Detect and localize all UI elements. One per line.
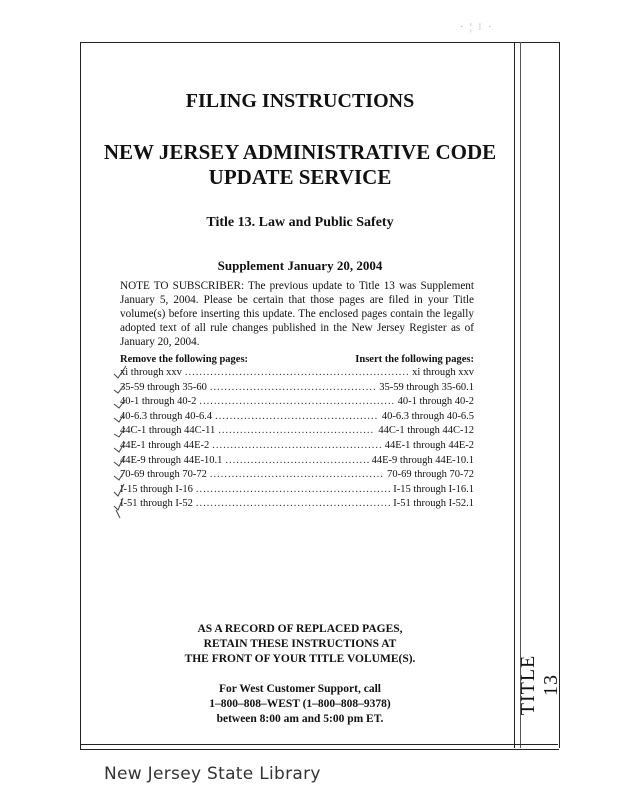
leader-dots — [210, 469, 384, 480]
insert-pages: 44E-9 through 44E-10.1 — [371, 454, 474, 466]
leader-dots — [185, 367, 409, 378]
code-title — [90, 140, 510, 190]
retain-notice — [120, 622, 480, 667]
table-row — [120, 498, 474, 513]
insert-pages: I-15 through I-16.1 — [393, 483, 474, 495]
table-row — [120, 367, 474, 382]
remove-pages: 44C-1 through 44C-11 — [120, 425, 216, 437]
insert-pages: 35-59 through 35-60.1 — [379, 381, 474, 393]
insert-pages: 44E-1 through 44E-2 — [384, 439, 474, 451]
remove-pages: 44E-9 through 44E-10.1 — [120, 454, 223, 466]
insert-pages: 70-69 through 70-72 — [387, 469, 474, 481]
table-row — [120, 411, 474, 426]
support-phone: 1–800–808–WEST (1–800–808–9378) — [209, 698, 391, 710]
leader-dots — [225, 455, 368, 466]
title-tab-label: TITLE 13 — [517, 654, 562, 716]
support-hours: between 8:00 am and 5:00 pm ET. — [216, 713, 384, 725]
note-to-subscriber: NOTE TO SUBSCRIBER: The previous update to Title 13 was Supplement January 5, 2004. Please be certain that those pages are filed in your Title volume(s) before inserting this update. The enclosed pages contain the legally adopted text of all rule changes published in the New Jersey Register as of January 20, 2004. — [120, 280, 474, 348]
leader-dots — [215, 411, 379, 422]
insert-pages: I-51 through I-52.1 — [393, 498, 474, 510]
remove-pages: xi through xxv — [120, 367, 182, 378]
insert-pages: 44C-1 through 44C-12 — [378, 425, 474, 437]
remove-pages: I-51 through I-52 — [120, 498, 193, 510]
library-stamp: New Jersey State Library — [104, 764, 321, 784]
retain-line2: RETAIN THESE INSTRUCTIONS AT — [203, 638, 397, 650]
remove-pages: 40-1 through 40-2 — [120, 396, 197, 408]
scan-artifact: · ¦ ⁝ · — [460, 22, 494, 33]
leader-dots — [196, 484, 390, 495]
table-row — [120, 425, 474, 440]
bottom-rule — [80, 744, 558, 745]
insert-pages: 40-6.3 through 40-6.5 — [381, 410, 474, 422]
leader-dots — [210, 382, 376, 393]
table-row — [120, 484, 474, 499]
remove-pages: 44E-1 through 44E-2 — [120, 439, 210, 451]
filing-instructions-title: FILING INSTRUCTIONS — [185, 90, 415, 112]
insert-pages: 40-1 through 40-2 — [397, 396, 474, 408]
retain-line1: AS A RECORD OF REPLACED PAGES, — [197, 623, 403, 635]
title-subject: Title 13. Law and Public Safety — [206, 215, 394, 230]
remove-pages: 35-59 through 35-60 — [120, 381, 207, 393]
leader-dots — [212, 440, 382, 451]
handwritten-checkmarks — [112, 360, 142, 520]
table-row — [120, 396, 474, 411]
leader-dots — [199, 396, 394, 407]
remove-pages: 70-69 through 70-72 — [120, 469, 207, 481]
customer-support-info — [120, 682, 480, 727]
tab-inner-rule — [520, 42, 521, 748]
page-replacement-table — [120, 354, 474, 513]
insert-header: Insert the following pages: — [355, 354, 474, 365]
table-row — [120, 455, 474, 470]
support-line1: For West Customer Support, call — [219, 683, 381, 695]
table-row — [120, 382, 474, 397]
remove-pages: I-15 through I-16 — [120, 483, 193, 495]
remove-pages: 40-6.3 through 40-6.4 — [120, 410, 213, 422]
leader-dots — [196, 498, 390, 509]
table-header — [120, 354, 474, 365]
code-title-line1: NEW JERSEY ADMINISTRATIVE CODE — [103, 140, 497, 164]
retain-line3: THE FRONT OF YOUR TITLE VOLUME(S). — [184, 653, 416, 665]
supplement-date: Supplement January 20, 2004 — [217, 258, 383, 273]
table-row — [120, 440, 474, 455]
insert-pages: xi through xxv — [412, 367, 474, 378]
table-row — [120, 469, 474, 484]
leader-dots — [218, 425, 375, 436]
title-tab-strip — [514, 42, 560, 748]
remove-header: Remove the following pages: — [120, 354, 249, 365]
code-title-line2: UPDATE SERVICE — [208, 165, 392, 189]
